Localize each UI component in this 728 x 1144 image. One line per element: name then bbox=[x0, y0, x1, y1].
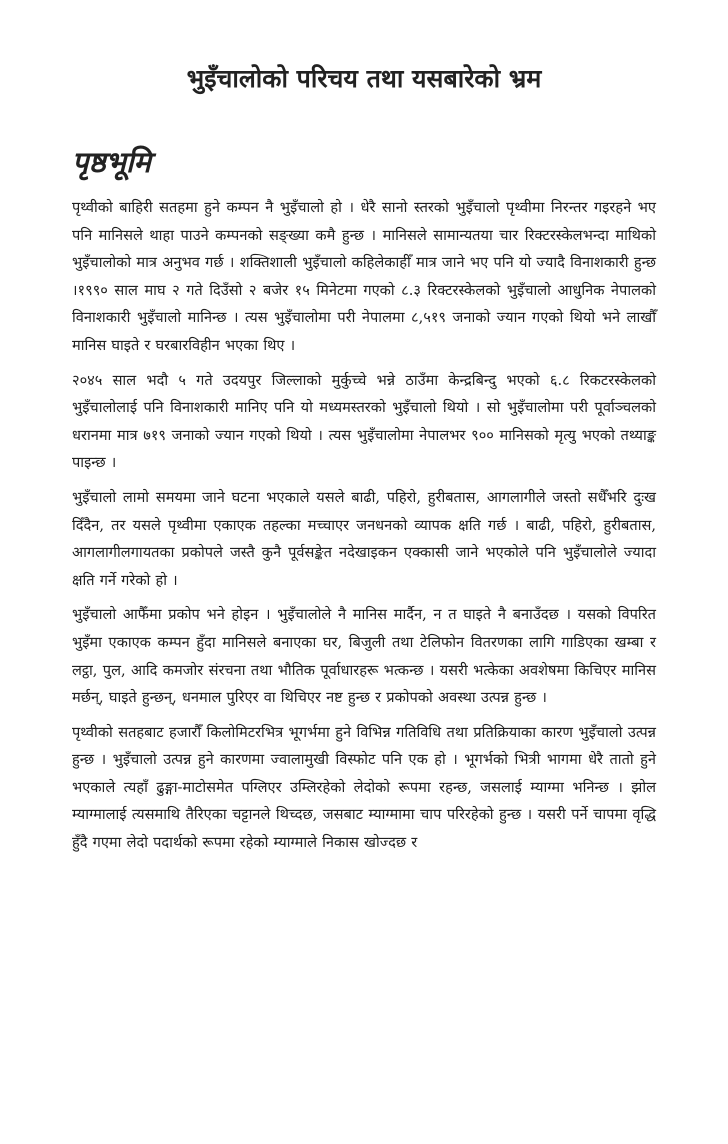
paragraph: २०४५ साल भदौ ५ गते उदयपुर जिल्लाको मुर्कुच्चे भन्ने ठाउँमा केन्द्रबिन्दु भएको ६.८ रिकटरस्केलको भुइँचालोलाई पनि विनाशकारी मानिए पनि यो मध्यमस्तरको भुइँचालो थियो । सो भुइँचालोमा परी पूर्वाञ्चलको धरानमा मात्र ७१९ जनाको ज्यान गएको थियो । त्यस भुइँचालोमा नेपालभर ९०० मानिसको मृत्यु भएको तथ्याङ्क पाइन्छ । bbox=[72, 371, 656, 472]
paragraph: पृथ्वीको सतहबाट हजारौँ किलोमिटरभित्र भूगर्भमा हुने विभिन्न गतिविधि तथा प्रतिक्रियाका कारण भुइँचालो उत्पन्न हुन्छ । भुइँचालो उत्पन्न हुने कारणमा ज्वालामुखी विस्फोट पनि एक हो । भूगर्भको भित्री भागमा धेरै तातो हुने भएकाले त्यहाँ ढुङ्गा-माटोसमेत पग्लिएर उम्लिरहेको लेदोको रूपमा रहन्छ, जसलाई म्याग्मा भनिन्छ । झोल म्याग्मालाई त्यसमाथि तैरिएका चट्टानले थिच्दछ, जसबाट म्याग्मामा चाप परिरहेको हुन्छ । यसरी पर्ने चापमा वृद्धि हुँदै गएमा लेदो पदार्थको रूपमा रहेको म्याग्माले निकास खोज्दछ र bbox=[72, 723, 656, 852]
section-heading: पृष्ठभूमि bbox=[72, 145, 151, 179]
body-text bbox=[72, 194, 656, 857]
paragraph: भुइँचालो लामो समयमा जाने घटना भएकाले यसले बाढी, पहिरो, हुरीबतास, आगलागीले जस्तो सधैँभरि दुःख दिँदैन, तर यसले पृथ्वीमा एकाएक तहल्का मच्चाएर जनधनको व्यापक क्षति गर्छ । बाढी, पहिरो, हुरीबतास, आगलागीलगायतका प्रकोपले जस्तै कुनै पूर्वसङ्केत नदेखाइकन एक्कासी जाने भएकोले पनि भुइँचालोले ज्यादा क्षति गर्ने गरेको हो । bbox=[72, 488, 656, 589]
paragraph: भुइँचालो आफैँमा प्रकोप भने होइन । भुइँचालोले नै मानिस मार्दैन, न त घाइते नै बनाउँदछ । यसको विपरित भुइँमा एकाएक कम्पन हुँदा मानिसले बनाएका घर, बिजुली तथा टेलिफोन वितरणका लागि गाडिएका खम्बा र लट्ठा, पुल, आदि कमजोर संरचना तथा भौतिक पूर्वाधारहरू भत्कन्छ । यसरी भत्केका अवशेषमा किचिएर मानिस मर्छन्, घाइते हुन्छन्, धनमाल पुरिएर वा थिचिएर नष्ट हुन्छ र प्रकोपको अवस्था उत्पन्न हुन्छ । bbox=[72, 606, 656, 707]
paragraph: पृथ्वीको बाहिरी सतहमा हुने कम्पन नै भुइँचालो हो । धेरै सानो स्तरको भुइँचालो पृथ्वीमा निरन्तर गइरहने भए पनि मानिसले थाहा पाउने कम्पनको सङ्ख्या कमै हुन्छ । मानिसले सामान्यतया चार रिक्टरस्केलभन्दा माथिको भुइँचालोको मात्र अनुभव गर्छ । शक्तिशाली भुइँचालो कहिलेकाहीँ मात्र जाने भए पनि यो ज्यादै विनाशकारी हुन्छ ।१९९० साल माघ २ गते दिउँसो २ बजेर १५ मिनेटमा गएको ८.३ रिक्टरस्केलको भुइँचालो आधुनिक नेपालको विनाशकारी भुइँचालो मानिन्छ । त्यस भुइँचालोमा परी नेपालमा ८,५१९ जनाको ज्यान गएको थियो भने लाखौँ मानिस घाइते र घरबारविहीन भएका थिए । bbox=[72, 199, 656, 354]
document-title: भुइँचालोको परिचय तथा यसबारेको भ्रम bbox=[186, 64, 542, 93]
